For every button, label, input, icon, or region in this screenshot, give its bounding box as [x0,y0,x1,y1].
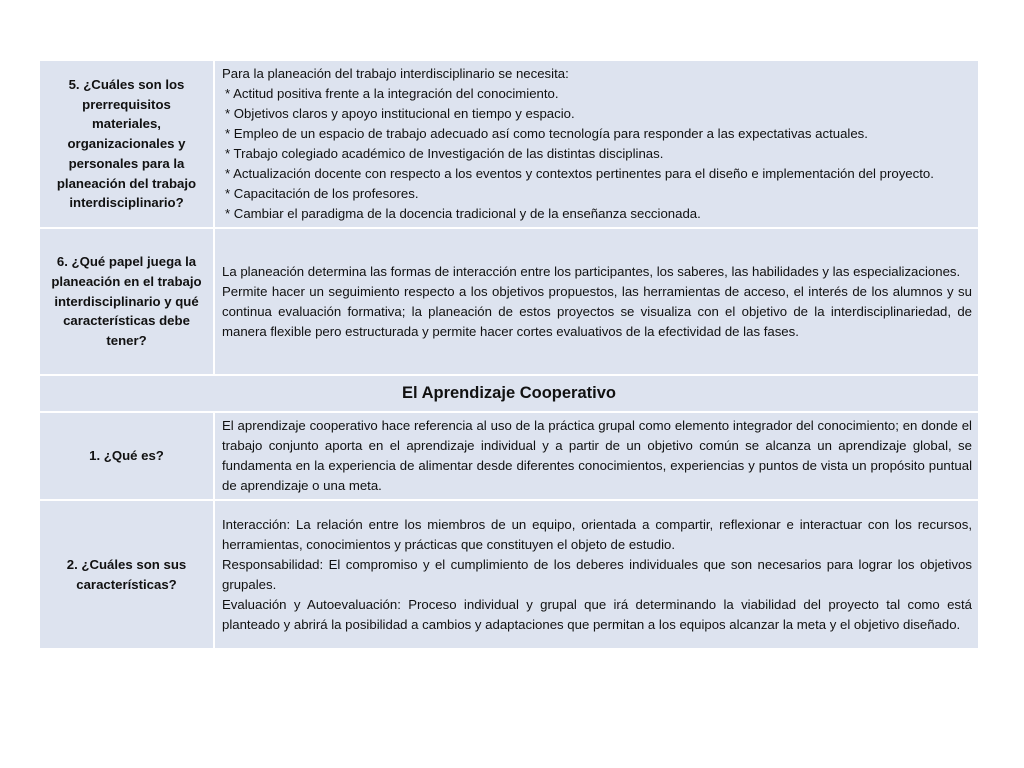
question-text: 6. ¿Qué papel juega la planeación en el trabajo interdisciplinario y qué características debe tener? [51,254,202,349]
list-item: * Actualización docente con respecto a los eventos y contextos pertinentes para el diseño e implementación del proyecto. [225,166,934,181]
list-item: * Empleo de un espacio de trabajo adecuado así como tecnología para responder a las expectativas actuales. [225,126,868,141]
list-item: * Trabajo colegiado académico de Investigación de las distintas disciplinas. [225,146,664,161]
question-text: 2. ¿Cuáles son sus características? [66,556,187,592]
table-row [40,501,978,648]
list-item: * Actitud positiva frente a la integración del conocimiento. [225,86,559,101]
question-cell [40,61,213,227]
question-cell [40,229,213,374]
content-table [38,59,980,650]
list-item: * Objetivos claros y apoyo institucional en tiempo y espacio. [225,106,575,121]
answer-paragraph: El aprendizaje cooperativo hace referencia al uso de la práctica grupal como elemento integrador del conocimiento; en donde el trabajo conjunto aporta en el aprendizaje individual y a partir de un objetivo común se alcanza un aprendizaje global, se fundamenta en la experiencia de alimentar desde diferentes conocimientos, experiencias y puntos de vista un propósito puntual de aprendizaje o una meta. [222,418,972,493]
answer-paragraph: Interacción: La relación entre los miembros de un equipo, orientada a compartir, reflexionar e interactuar con los recursos, herramientas, conocimientos y prácticas que constituyen el objeto de estudio. [222,516,972,552]
section-row [40,376,978,411]
answer-cell [215,501,978,648]
list-item: * Capacitación de los profesores. [225,186,419,201]
list-item: * Cambiar el paradigma de la docencia tradicional y de la enseñanza seccionada. [225,206,701,221]
answer-paragraph: Evaluación y Autoevaluación: Proceso individual y grupal que irá determinando la viabilidad del proyecto tal como está planteado y abrirá la posibilidad a cambios y adaptaciones que permitan a los equipos alcanzar la meta y el objetivo diseñado. [222,596,972,632]
question-cell [40,501,213,648]
answer-cell [215,413,978,499]
question-cell [40,413,213,499]
answer-cell [215,61,978,227]
table-row [40,229,978,374]
answer-cell [215,229,978,374]
answer-paragraph: Permite hacer un seguimiento respecto a los objetivos propuestos, las herramientas de acceso, el interés de los alumnos y su continua evaluación formativa; la planeación de estos proyectos se visualiza con el objetivo de la interdisciplinariedad, de manera flexible pero estructurada y permite hacer cortes evaluativos de la efectividad de las fases. [222,283,972,339]
question-text: 1. ¿Qué es? [89,448,164,464]
answer-paragraph: La planeación determina las formas de interacción entre los participantes, los saberes, las habilidades y las especializaciones. [222,263,961,279]
question-text: 5. ¿Cuáles son los prerrequisitos materiales, organizacionales y personales para la planeación del trabajo interdisciplinario? [56,76,197,211]
table-row [40,413,978,499]
answer-paragraph: Responsabilidad: El compromiso y el cumplimiento de los deberes individuales que son necesarios para lograr los objetivos grupales. [222,556,972,592]
table-row [40,61,978,227]
answer-intro: Para la planeación del trabajo interdisciplinario se necesita: [222,66,569,81]
section-title: El Aprendizaje Cooperativo [40,376,978,411]
